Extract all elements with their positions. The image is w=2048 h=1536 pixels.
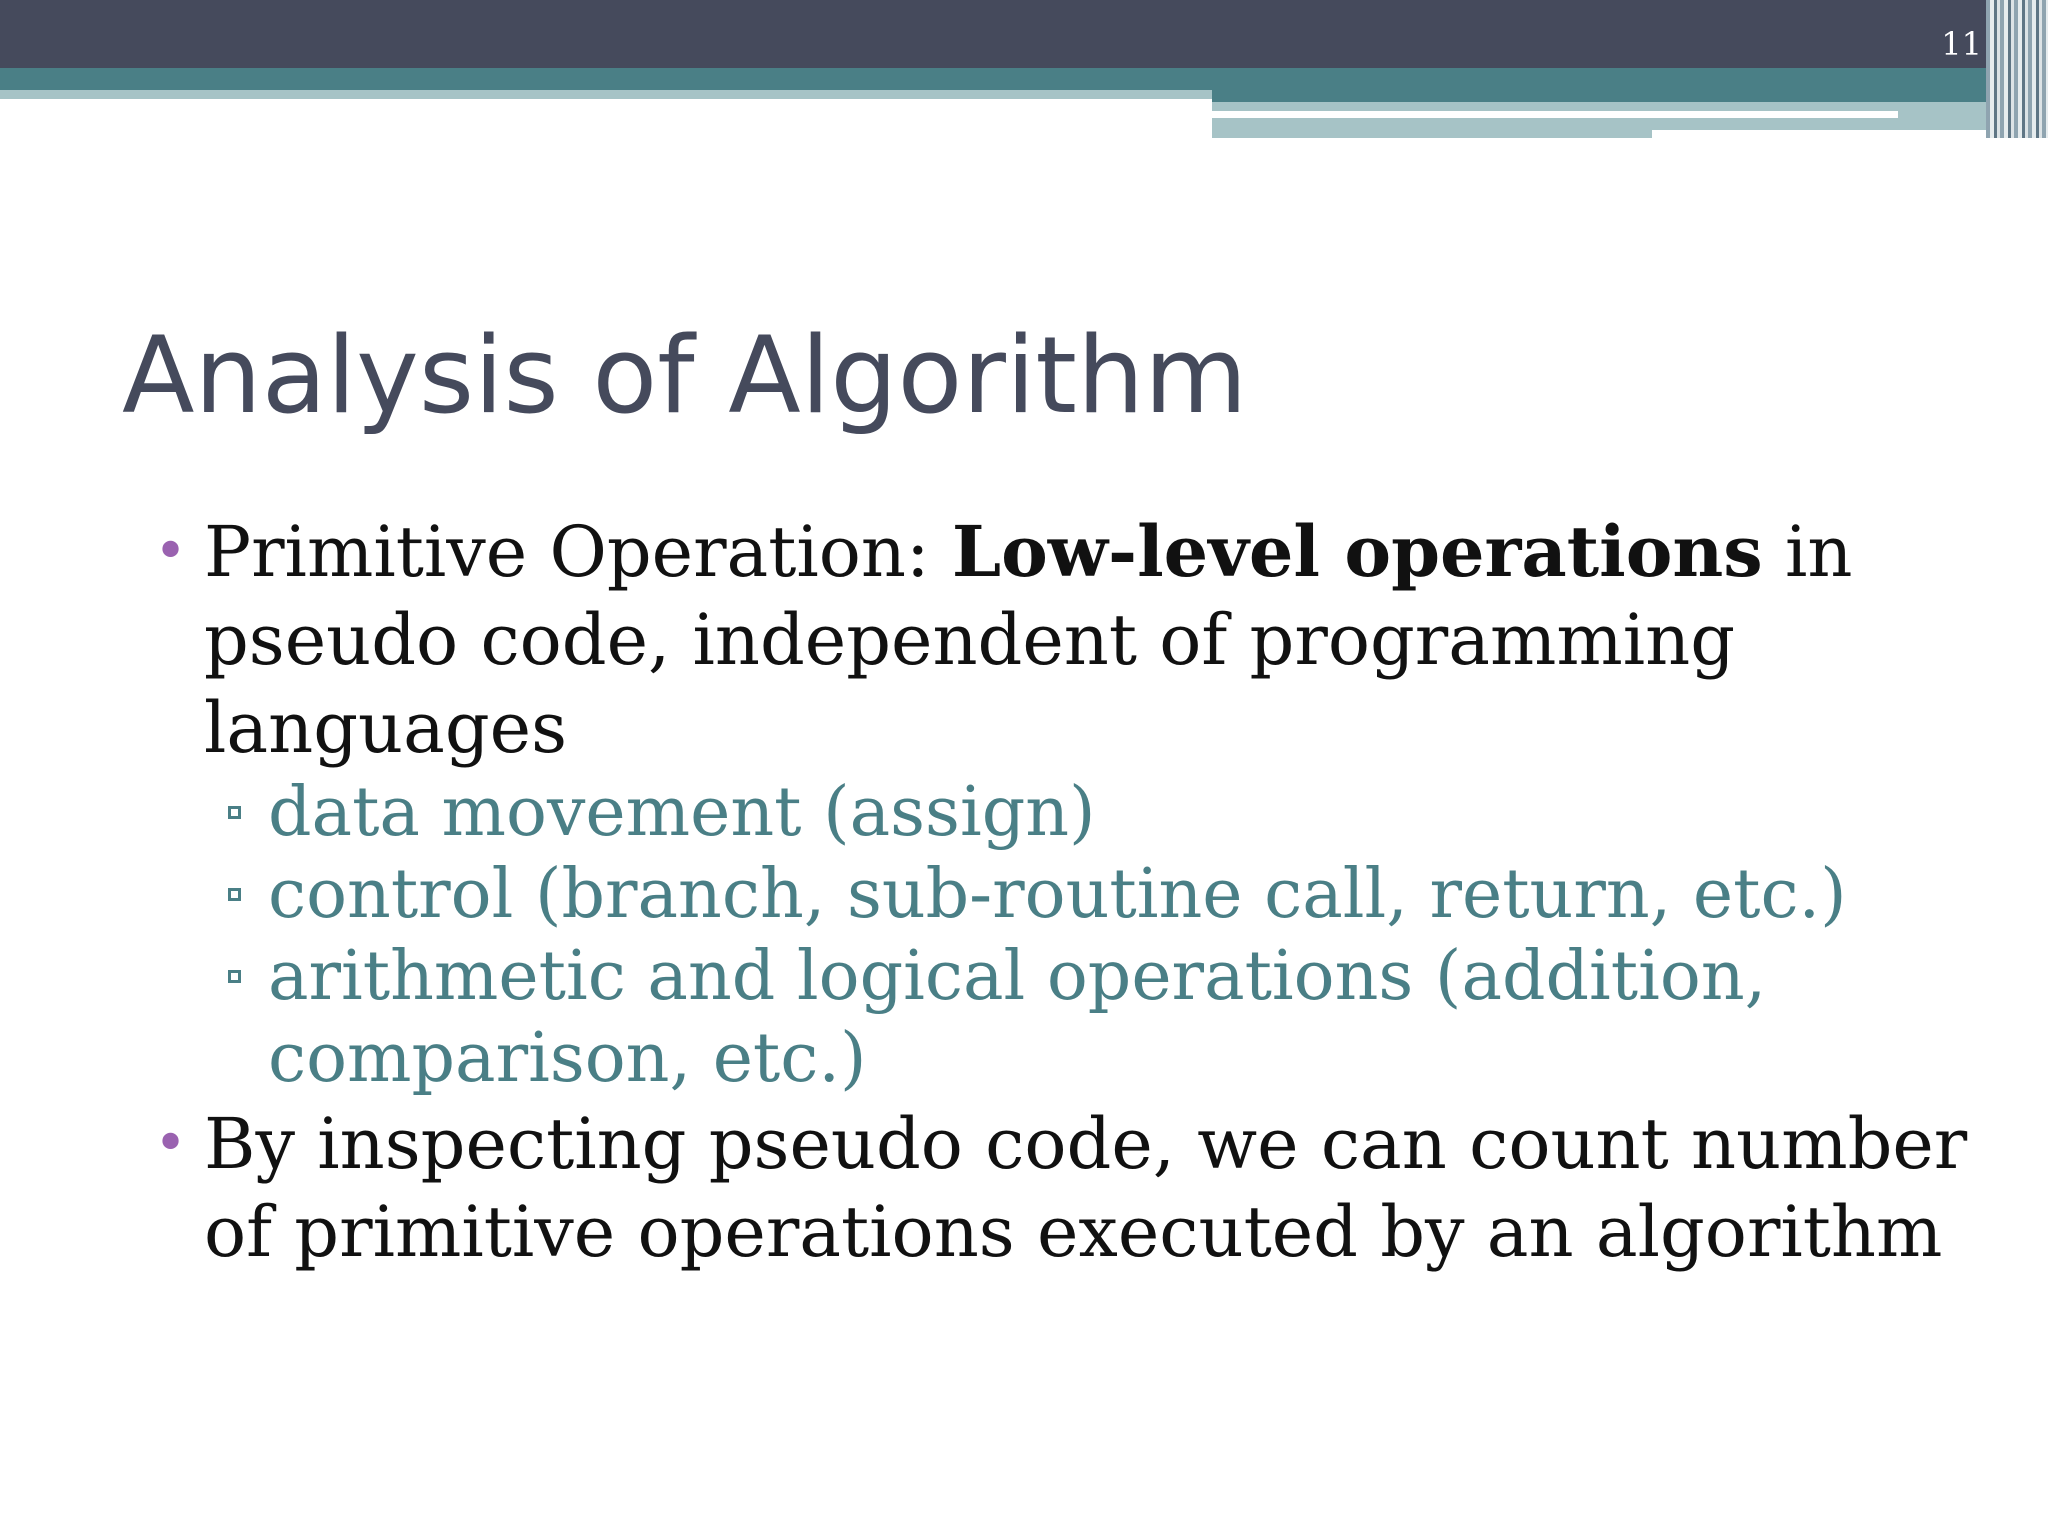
header-band-dark bbox=[0, 0, 2048, 68]
bullet-dot-icon: • bbox=[154, 519, 188, 584]
square-bullet-icon bbox=[228, 806, 241, 819]
sub-bullet-text: arithmetic and logical operations (addition, comparison, etc.) bbox=[268, 937, 1767, 1098]
bullet-text-bold: Low-level operations bbox=[951, 510, 1763, 593]
bullet-inspecting-pseudo-code bbox=[150, 1100, 1970, 1276]
slide-number: 11 bbox=[1941, 25, 1982, 63]
bullet-text: By inspecting pseudo code, we can count number of primitive operations executed by an algorithm bbox=[204, 1103, 1968, 1273]
header-band-teal-left bbox=[0, 68, 1212, 90]
sub-bullet-text: data movement (assign) bbox=[268, 773, 1096, 852]
sub-bullet-arithmetic bbox=[150, 936, 1970, 1100]
sub-bullet-list bbox=[150, 772, 1970, 1100]
sub-bullet-text: control (branch, sub-routine call, return, etc.) bbox=[268, 855, 1847, 934]
slide-body bbox=[150, 508, 1970, 1276]
bullet-dot-icon: • bbox=[154, 1111, 188, 1176]
sub-bullet-control bbox=[150, 854, 1970, 936]
bullet-text-prefix: Primitive Operation: bbox=[204, 511, 952, 593]
sub-bullet-data-movement bbox=[150, 772, 1970, 854]
square-bullet-icon bbox=[228, 970, 241, 983]
header-white-gap bbox=[1652, 130, 1992, 138]
header-stripes bbox=[1986, 0, 2048, 138]
bullet-primitive-operation bbox=[150, 508, 1970, 772]
square-bullet-icon bbox=[228, 888, 241, 901]
slide-title: Analysis of Algorithm bbox=[122, 314, 1248, 437]
bullet-text-suffix: in pseudo code, independent of programming languages bbox=[204, 511, 1853, 769]
header-band-light-left bbox=[0, 90, 1212, 99]
header-band-teal-right bbox=[1212, 68, 1992, 102]
header-white-line bbox=[1212, 111, 1898, 118]
